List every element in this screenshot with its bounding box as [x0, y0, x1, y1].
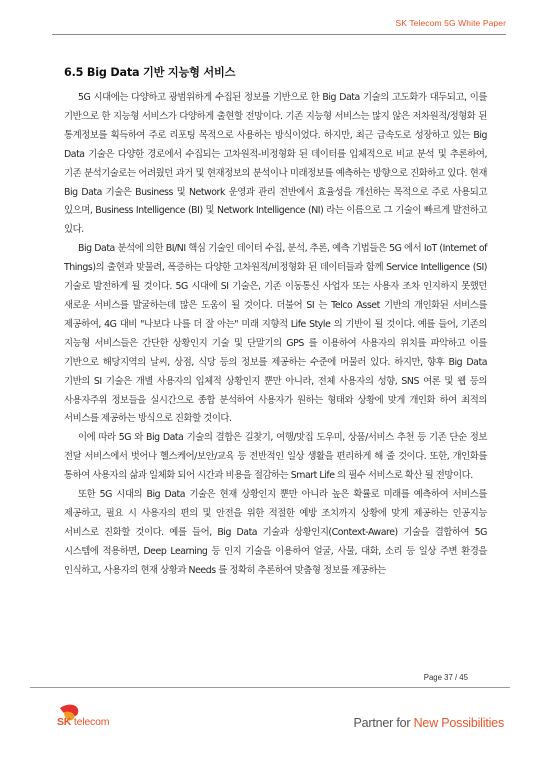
tagline-prefix: Partner for: [353, 716, 414, 730]
main-content: [64, 64, 487, 581]
paragraph-4: 또한 5G 시대의 Big Data 기술은 현재 상황인지 뿐만 아니라 높은 확률로 미래를 예측하여 서비스를 제공하고, 필요 시 사용자의 편의 및 안전을 위한 적절한 예방 조치까지 상황에 맞게 제공하는 인공지능 서비스로 진화할 것이다. 예를 들어, Big Data 기술과 상황인지(Context-Aware) 기술을 결합하여 5G 시스템에 적용하면, Deep Learning 등 인지 기술을 이용하여 얼굴, 사물, 대화, 소리 등 일상 주변 환경을 인식하고, 사용자의 현재 상황과 Needs 를 정확히 추론하여 맞춤형 정보를 제공하는: [64, 489, 487, 576]
tagline-accent: New Possibilities: [413, 716, 504, 730]
paragraph-2: Big Data 분석에 의한 BI/NI 핵심 기술인 데이터 수집, 분석, 추론, 예측 기법들은 5G 에서 IoT (Internet of Things)의 출현과 맞물려, 폭증하는 다양한 고차원적/비정형화 된 데이터들과 함께 Service Intelligence (SI) 기술로 발전하게 될 것이다. 5G 시대에 SI 기술은, 기존 이동통신 사업자 또는 사용자 조차 인지하지 못했던 새로운 서비스를 발굴하는데 많은 도움이 될 것이다. 더불어 SI 는 Telco Asset 기반의 개인화된 서비스를 제공하여, 4G 대비 "나보다 나를 더 잘 아는" 미래 지향적 Life Style 의 기반이 될 것이다. 예를 들어, 기존의 지능형 서비스들은 간단한 상황인지 기술 및 단말기의 GPS 를 이용하여 사용자의 위치를 파악하고 이를 기반으로 해당지역의 날씨, 상점, 식당 등의 정보를 제공하는 수준에 머물러 있다. 하지만, 향후 Big Data 기반의 SI 기술은 개별 사용자의 입체적 상황인지 뿐만 아니라, 전체 사용자의 성향, SNS 여론 및 웹 등의 사용자주위 정보들을 실시간으로 종합 분석하여 사용자가 원하는 형태와 상황에 맞게 개인화 하여 최적의 서비스를 제공하는 방식으로 진화할 것이다.: [64, 243, 487, 425]
logo-brand: SK: [57, 716, 72, 728]
paragraph-3: 이에 따라 5G 와 Big Data 기술의 결합은 길찾기, 여행/맛집 도우미, 상품/서비스 추천 등 기존 단순 정보 전달 서비스에서 벗어나 헬스케어/보안/교육 등 전반적인 일상 생활을 편리하게 해 줄 것이다. 또한, 개인화를 통하여 사용자의 삶과 일체화 되어 시간과 비용을 절감하는 Smart Life 의 필수 서비스로 확산 될 전망이다.: [64, 432, 487, 482]
section-title: 6.5 Big Data 기반 지능형 서비스: [64, 66, 236, 79]
logo-wordmark: [57, 716, 109, 728]
logo-sub: telecom: [73, 716, 110, 728]
header-rule: [52, 34, 506, 35]
page-number: Page 37 / 45: [423, 673, 468, 682]
footer-tagline: [353, 716, 504, 730]
footer-rule: [30, 687, 510, 688]
header-title: SK Telecom 5G White Paper: [395, 18, 506, 28]
paragraph-1: 5G 시대에는 다양하고 광범위하게 수집된 정보를 기반으로 한 Big Data 기술의 고도화가 대두되고, 이를 기반으로 한 지능형 서비스가 다양하게 출현할 전망이다. 기존 지능형 서비스는 많지 않은 저차원적/정형화 된 통계정보를 획득하여 주로 리포팅 목적으로 사용하는 방식이었다. 하지만, 최근 급속도로 성장하고 있는 Big Data 기술은 다양한 경로에서 수집되는 고차원적-비정형화 된 데이터를 입체적으로 비교 분석 및 추론하여, 기존 분석기술로는 어려웠던 과거 및 현재정보의 분석이나 미래정보를 예측하는 방향으로 진화하고 있다. 현재 Big Data 기술은 Business 및 Network 운영과 관리 전반에서 효율성을 개선하는 목적으로 주로 사용되고 있으며, Business Intelligence (BI) 및 Network Intelligence (NI) 라는 이름으로 그 기술이 빠르게 발전하고 있다.: [64, 92, 487, 236]
